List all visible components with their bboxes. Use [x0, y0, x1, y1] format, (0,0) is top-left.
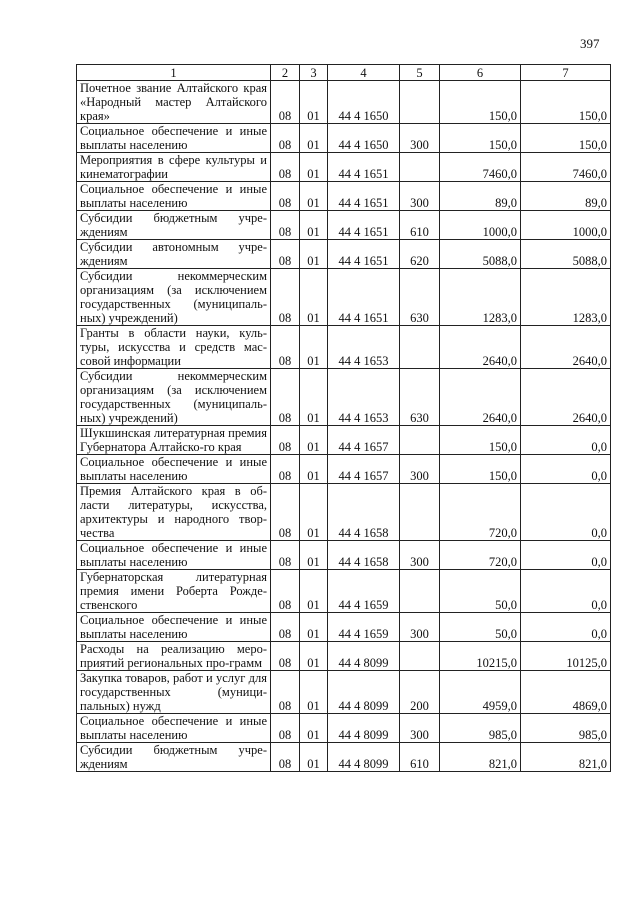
target-article-cell: 44 4 1650 [328, 81, 400, 124]
column-header: 5 [400, 65, 440, 81]
target-article-cell: 44 4 8099 [328, 671, 400, 714]
expense-type-cell: 620 [400, 240, 440, 269]
subsection-code-cell: 01 [300, 269, 328, 326]
item-name-cell: Социальное обеспечение и иные выплаты населению [77, 182, 271, 211]
amount-col7-cell: 1000,0 [521, 211, 611, 240]
expense-type-cell: 630 [400, 369, 440, 426]
section-code-cell: 08 [271, 671, 300, 714]
amount-col7-cell: 150,0 [521, 124, 611, 153]
table-row [77, 743, 611, 772]
item-name-cell: Закупка товаров, работ и услуг для государственных (муници-пальных) нужд [77, 671, 271, 714]
table-row [77, 240, 611, 269]
section-code-cell: 08 [271, 153, 300, 182]
budget-table [76, 64, 611, 772]
subsection-code-cell: 01 [300, 613, 328, 642]
expense-type-cell [400, 81, 440, 124]
amount-col7-cell: 0,0 [521, 484, 611, 541]
expense-type-cell: 630 [400, 269, 440, 326]
column-header: 1 [77, 65, 271, 81]
subsection-code-cell: 01 [300, 455, 328, 484]
amount-col6-cell: 150,0 [440, 455, 521, 484]
item-name-cell: Расходы на реализацию меро-приятий региональных про-грамм [77, 642, 271, 671]
subsection-code-cell: 01 [300, 541, 328, 570]
target-article-cell: 44 4 1653 [328, 369, 400, 426]
table-row [77, 570, 611, 613]
target-article-cell: 44 4 8099 [328, 743, 400, 772]
amount-col6-cell: 2640,0 [440, 326, 521, 369]
section-code-cell: 08 [271, 570, 300, 613]
amount-col6-cell: 50,0 [440, 613, 521, 642]
amount-col7-cell: 0,0 [521, 613, 611, 642]
item-name-cell: Губернаторская литературная премия имени Роберта Рожде-ственского [77, 570, 271, 613]
subsection-code-cell: 01 [300, 743, 328, 772]
amount-col7-cell: 0,0 [521, 570, 611, 613]
table-row [77, 613, 611, 642]
column-header: 3 [300, 65, 328, 81]
amount-col7-cell: 2640,0 [521, 369, 611, 426]
amount-col7-cell: 985,0 [521, 714, 611, 743]
section-code-cell: 08 [271, 426, 300, 455]
amount-col7-cell: 1283,0 [521, 269, 611, 326]
item-name-cell: Субсидии некоммерческим организациям (за исключением государственных (муниципаль-ных) учреждений) [77, 269, 271, 326]
amount-col7-cell: 0,0 [521, 426, 611, 455]
table-header-row [77, 65, 611, 81]
expense-type-cell: 300 [400, 714, 440, 743]
subsection-code-cell: 01 [300, 642, 328, 671]
section-code-cell: 08 [271, 455, 300, 484]
target-article-cell: 44 4 1650 [328, 124, 400, 153]
section-code-cell: 08 [271, 714, 300, 743]
amount-col7-cell: 2640,0 [521, 326, 611, 369]
table-row [77, 182, 611, 211]
table-row [77, 153, 611, 182]
section-code-cell: 08 [271, 642, 300, 671]
subsection-code-cell: 01 [300, 426, 328, 455]
item-name-cell: Почетное звание Алтайского края «Народный мастер Алтайского края» [77, 81, 271, 124]
section-code-cell: 08 [271, 613, 300, 642]
subsection-code-cell: 01 [300, 153, 328, 182]
target-article-cell: 44 4 1653 [328, 326, 400, 369]
amount-col6-cell: 10215,0 [440, 642, 521, 671]
amount-col6-cell: 50,0 [440, 570, 521, 613]
amount-col7-cell: 89,0 [521, 182, 611, 211]
amount-col7-cell: 4869,0 [521, 671, 611, 714]
expense-type-cell: 300 [400, 182, 440, 211]
section-code-cell: 08 [271, 326, 300, 369]
section-code-cell: 08 [271, 240, 300, 269]
subsection-code-cell: 01 [300, 182, 328, 211]
table-row [77, 326, 611, 369]
subsection-code-cell: 01 [300, 326, 328, 369]
amount-col7-cell: 821,0 [521, 743, 611, 772]
amount-col6-cell: 4959,0 [440, 671, 521, 714]
item-name-cell: Субсидии автономным учре-ждениям [77, 240, 271, 269]
column-header: 4 [328, 65, 400, 81]
expense-type-cell: 610 [400, 743, 440, 772]
expense-type-cell: 300 [400, 613, 440, 642]
expense-type-cell: 610 [400, 211, 440, 240]
table-row [77, 269, 611, 326]
amount-col7-cell: 0,0 [521, 455, 611, 484]
amount-col6-cell: 7460,0 [440, 153, 521, 182]
table-row [77, 426, 611, 455]
section-code-cell: 08 [271, 484, 300, 541]
table-row [77, 671, 611, 714]
amount-col6-cell: 720,0 [440, 541, 521, 570]
subsection-code-cell: 01 [300, 570, 328, 613]
amount-col6-cell: 720,0 [440, 484, 521, 541]
table-row [77, 369, 611, 426]
section-code-cell: 08 [271, 182, 300, 211]
item-name-cell: Премия Алтайского края в об-ласти литературы, искусства, архитектуры и народного твор-чества [77, 484, 271, 541]
amount-col7-cell: 5088,0 [521, 240, 611, 269]
target-article-cell: 44 4 1651 [328, 153, 400, 182]
target-article-cell: 44 4 1651 [328, 240, 400, 269]
amount-col6-cell: 1283,0 [440, 269, 521, 326]
amount-col7-cell: 10125,0 [521, 642, 611, 671]
expense-type-cell [400, 642, 440, 671]
section-code-cell: 08 [271, 81, 300, 124]
subsection-code-cell: 01 [300, 671, 328, 714]
item-name-cell: Субсидии некоммерческим организациям (за исключением государственных (муниципаль-ных) учреждений) [77, 369, 271, 426]
subsection-code-cell: 01 [300, 211, 328, 240]
subsection-code-cell: 01 [300, 484, 328, 541]
section-code-cell: 08 [271, 541, 300, 570]
table-row [77, 484, 611, 541]
subsection-code-cell: 01 [300, 714, 328, 743]
page-number: 397 [580, 36, 600, 51]
table-row [77, 642, 611, 671]
subsection-code-cell: 01 [300, 240, 328, 269]
amount-col6-cell: 150,0 [440, 81, 521, 124]
amount-col6-cell: 2640,0 [440, 369, 521, 426]
table-row [77, 81, 611, 124]
item-name-cell: Шукшинская литературная премия Губернатора Алтайско-го края [77, 426, 271, 455]
item-name-cell: Мероприятия в сфере культуры и кинематографии [77, 153, 271, 182]
expense-type-cell: 300 [400, 541, 440, 570]
table-row [77, 455, 611, 484]
target-article-cell: 44 4 1651 [328, 211, 400, 240]
target-article-cell: 44 4 8099 [328, 714, 400, 743]
expense-type-cell: 300 [400, 124, 440, 153]
amount-col6-cell: 5088,0 [440, 240, 521, 269]
table-row [77, 124, 611, 153]
item-name-cell: Социальное обеспечение и иные выплаты населению [77, 613, 271, 642]
expense-type-cell [400, 326, 440, 369]
item-name-cell: Субсидии бюджетным учре-ждениям [77, 743, 271, 772]
subsection-code-cell: 01 [300, 81, 328, 124]
amount-col6-cell: 150,0 [440, 426, 521, 455]
expense-type-cell [400, 570, 440, 613]
expense-type-cell [400, 426, 440, 455]
section-code-cell: 08 [271, 743, 300, 772]
item-name-cell: Социальное обеспечение и иные выплаты населению [77, 455, 271, 484]
item-name-cell: Социальное обеспечение и иные выплаты населению [77, 714, 271, 743]
amount-col6-cell: 150,0 [440, 124, 521, 153]
target-article-cell: 44 4 1658 [328, 484, 400, 541]
target-article-cell: 44 4 1659 [328, 570, 400, 613]
amount-col6-cell: 985,0 [440, 714, 521, 743]
expense-type-cell: 300 [400, 455, 440, 484]
column-header: 7 [521, 65, 611, 81]
expense-type-cell [400, 484, 440, 541]
item-name-cell: Субсидии бюджетным учре-ждениям [77, 211, 271, 240]
column-header: 6 [440, 65, 521, 81]
table-row [77, 714, 611, 743]
amount-col6-cell: 821,0 [440, 743, 521, 772]
amount-col6-cell: 1000,0 [440, 211, 521, 240]
section-code-cell: 08 [271, 211, 300, 240]
column-header: 2 [271, 65, 300, 81]
target-article-cell: 44 4 1658 [328, 541, 400, 570]
item-name-cell: Гранты в области науки, куль-туры, искусства и средств мас-совой информации [77, 326, 271, 369]
section-code-cell: 08 [271, 269, 300, 326]
amount-col7-cell: 150,0 [521, 81, 611, 124]
target-article-cell: 44 4 1651 [328, 182, 400, 211]
table-row [77, 211, 611, 240]
section-code-cell: 08 [271, 369, 300, 426]
amount-col7-cell: 0,0 [521, 541, 611, 570]
subsection-code-cell: 01 [300, 124, 328, 153]
amount-col7-cell: 7460,0 [521, 153, 611, 182]
expense-type-cell [400, 153, 440, 182]
target-article-cell: 44 4 1657 [328, 455, 400, 484]
target-article-cell: 44 4 1657 [328, 426, 400, 455]
target-article-cell: 44 4 8099 [328, 642, 400, 671]
amount-col6-cell: 89,0 [440, 182, 521, 211]
target-article-cell: 44 4 1651 [328, 269, 400, 326]
subsection-code-cell: 01 [300, 369, 328, 426]
target-article-cell: 44 4 1659 [328, 613, 400, 642]
table-row [77, 541, 611, 570]
section-code-cell: 08 [271, 124, 300, 153]
item-name-cell: Социальное обеспечение и иные выплаты населению [77, 541, 271, 570]
expense-type-cell: 200 [400, 671, 440, 714]
item-name-cell: Социальное обеспечение и иные выплаты населению [77, 124, 271, 153]
